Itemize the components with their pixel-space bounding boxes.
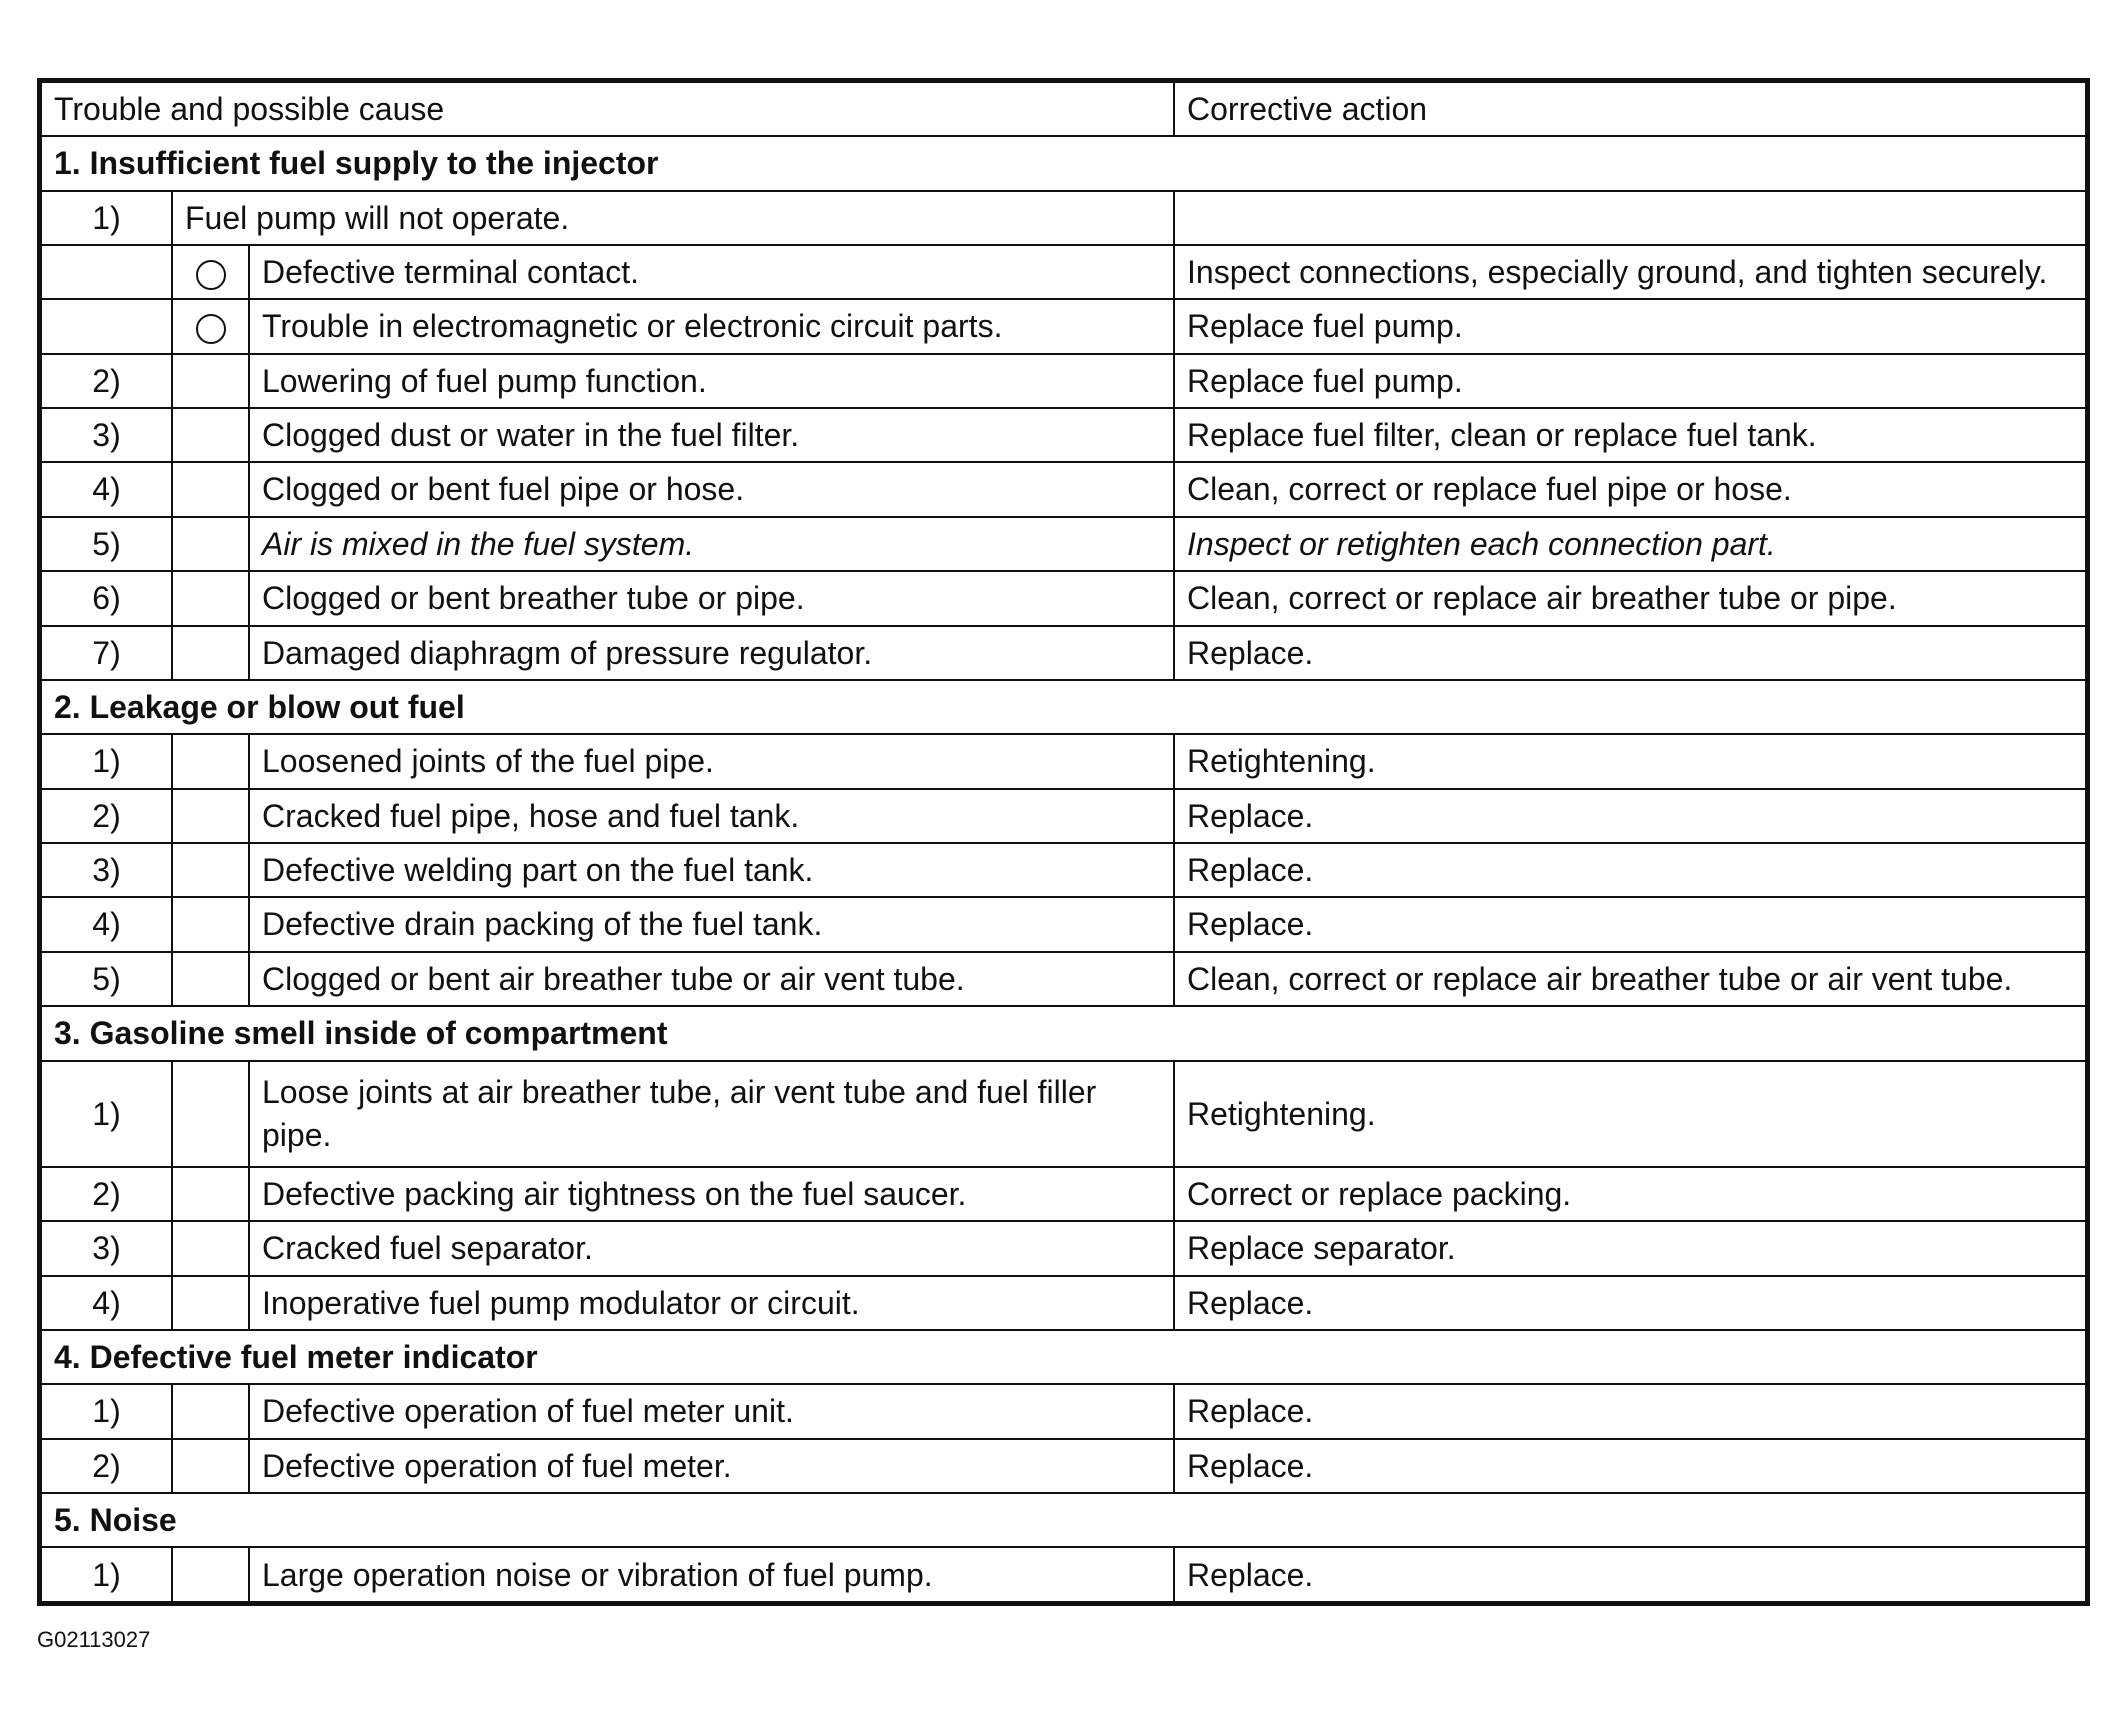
section-row — [42, 1006, 2085, 1060]
row-cause: Defective drain packing of the fuel tank. — [249, 897, 1174, 951]
row-action: Correct or replace packing. — [1174, 1167, 2085, 1221]
row-number: 4) — [42, 462, 172, 516]
table-row — [42, 1167, 2085, 1221]
header-action: Corrective action — [1174, 83, 2085, 136]
section-row — [42, 136, 2085, 190]
row-action: Replace. — [1174, 789, 2085, 843]
row-action: Retightening. — [1174, 734, 2085, 788]
row-mark — [172, 1547, 249, 1601]
table-row — [42, 734, 2085, 788]
row-action: Clean, correct or replace air breather tube or pipe. — [1174, 571, 2085, 625]
row-mark — [172, 354, 249, 408]
section-row — [42, 1493, 2085, 1547]
section-title: 3. Gasoline smell inside of compartment — [42, 1006, 2085, 1060]
table-row — [42, 1276, 2085, 1330]
header-cause: Trouble and possible cause — [42, 83, 1174, 136]
table-header-row — [42, 83, 2085, 136]
section-title: 5. Noise — [42, 1493, 2085, 1547]
row-cause: Defective welding part on the fuel tank. — [249, 843, 1174, 897]
table-row — [42, 1384, 2085, 1438]
row-number: 2) — [42, 1439, 172, 1493]
row-mark — [172, 245, 249, 299]
row-action: Clean, correct or replace fuel pipe or hose. — [1174, 462, 2085, 516]
table-row — [42, 897, 2085, 951]
row-mark — [172, 626, 249, 680]
row-action — [1174, 191, 2085, 245]
row-number: 3) — [42, 843, 172, 897]
row-mark — [172, 1276, 249, 1330]
table-row — [42, 571, 2085, 625]
table-row — [42, 626, 2085, 680]
row-action: Replace. — [1174, 626, 2085, 680]
trouble-table — [42, 83, 2085, 1601]
row-number: 2) — [42, 1167, 172, 1221]
row-action: Retightening. — [1174, 1061, 2085, 1167]
figure-code: G02113027 — [37, 1627, 151, 1652]
row-cause: Clogged or bent fuel pipe or hose. — [249, 462, 1174, 516]
table-row — [42, 789, 2085, 843]
table-row — [42, 408, 2085, 462]
row-mark — [172, 952, 249, 1006]
row-action: Replace. — [1174, 1384, 2085, 1438]
table-row — [42, 1221, 2085, 1275]
row-cause: Clogged or bent breather tube or pipe. — [249, 571, 1174, 625]
row-mark — [172, 897, 249, 951]
table-row — [42, 299, 2085, 353]
row-number: 1) — [42, 191, 172, 245]
row-cause: Inoperative fuel pump modulator or circuit. — [249, 1276, 1174, 1330]
row-cause: Clogged dust or water in the fuel filter. — [249, 408, 1174, 462]
circle-icon — [196, 314, 226, 344]
row-number: 3) — [42, 408, 172, 462]
row-number: 4) — [42, 1276, 172, 1330]
row-cause: Defective packing air tightness on the fuel saucer. — [249, 1167, 1174, 1221]
section-row — [42, 680, 2085, 734]
table-row — [42, 191, 2085, 245]
row-mark — [172, 462, 249, 516]
row-mark — [172, 408, 249, 462]
row-action: Inspect or retighten each connection part. — [1174, 517, 2085, 571]
row-cause: Trouble in electromagnetic or electronic circuit parts. — [249, 299, 1174, 353]
row-number: 1) — [42, 1061, 172, 1167]
row-cause: Loosened joints of the fuel pipe. — [249, 734, 1174, 788]
section-title: 4. Defective fuel meter indicator — [42, 1330, 2085, 1384]
table-row — [42, 245, 2085, 299]
row-number: 1) — [42, 1547, 172, 1601]
row-action: Inspect connections, especially ground, and tighten securely. — [1174, 245, 2085, 299]
row-cause: Defective operation of fuel meter unit. — [249, 1384, 1174, 1438]
row-cause: Cracked fuel pipe, hose and fuel tank. — [249, 789, 1174, 843]
row-mark — [172, 517, 249, 571]
table-row — [42, 354, 2085, 408]
table-row — [42, 952, 2085, 1006]
table-row — [42, 843, 2085, 897]
circle-icon — [196, 260, 226, 290]
row-action: Replace fuel pump. — [1174, 299, 2085, 353]
row-cause: Lowering of fuel pump function. — [249, 354, 1174, 408]
row-action: Replace. — [1174, 1547, 2085, 1601]
row-mark — [172, 1167, 249, 1221]
table-row — [42, 1439, 2085, 1493]
row-cause: Loose joints at air breather tube, air vent tube and fuel filler pipe. — [249, 1061, 1174, 1167]
row-number: 6) — [42, 571, 172, 625]
row-number — [42, 299, 172, 353]
row-number — [42, 245, 172, 299]
row-cause: Clogged or bent air breather tube or air vent tube. — [249, 952, 1174, 1006]
section-title: 1. Insufficient fuel supply to the injector — [42, 136, 2085, 190]
row-cause: Air is mixed in the fuel system. — [249, 517, 1174, 571]
row-action: Replace fuel filter, clean or replace fuel tank. — [1174, 408, 2085, 462]
row-cause: Cracked fuel separator. — [249, 1221, 1174, 1275]
row-action: Replace. — [1174, 1276, 2085, 1330]
row-cause: Damaged diaphragm of pressure regulator. — [249, 626, 1174, 680]
row-mark — [172, 1061, 249, 1167]
row-action: Replace separator. — [1174, 1221, 2085, 1275]
row-mark — [172, 1384, 249, 1438]
row-number: 1) — [42, 1384, 172, 1438]
row-cause: Defective terminal contact. — [249, 245, 1174, 299]
row-mark — [172, 843, 249, 897]
row-mark — [172, 1221, 249, 1275]
row-action: Replace fuel pump. — [1174, 354, 2085, 408]
row-number: 7) — [42, 626, 172, 680]
row-number: 1) — [42, 734, 172, 788]
row-mark — [172, 789, 249, 843]
trouble-table-frame — [37, 78, 2090, 1606]
table-row — [42, 517, 2085, 571]
row-action: Replace. — [1174, 1439, 2085, 1493]
row-cause: Large operation noise or vibration of fuel pump. — [249, 1547, 1174, 1601]
row-number: 5) — [42, 517, 172, 571]
table-row — [42, 1061, 2085, 1167]
table-row — [42, 1547, 2085, 1601]
section-row — [42, 1330, 2085, 1384]
section-title: 2. Leakage or blow out fuel — [42, 680, 2085, 734]
row-cause: Fuel pump will not operate. — [172, 191, 1174, 245]
row-cause: Defective operation of fuel meter. — [249, 1439, 1174, 1493]
row-mark — [172, 299, 249, 353]
row-mark — [172, 734, 249, 788]
row-number: 2) — [42, 789, 172, 843]
row-action: Replace. — [1174, 843, 2085, 897]
row-action: Clean, correct or replace air breather tube or air vent tube. — [1174, 952, 2085, 1006]
row-number: 3) — [42, 1221, 172, 1275]
row-number: 5) — [42, 952, 172, 1006]
row-number: 4) — [42, 897, 172, 951]
row-action: Replace. — [1174, 897, 2085, 951]
row-mark — [172, 571, 249, 625]
row-mark — [172, 1439, 249, 1493]
row-number: 2) — [42, 354, 172, 408]
table-row — [42, 462, 2085, 516]
